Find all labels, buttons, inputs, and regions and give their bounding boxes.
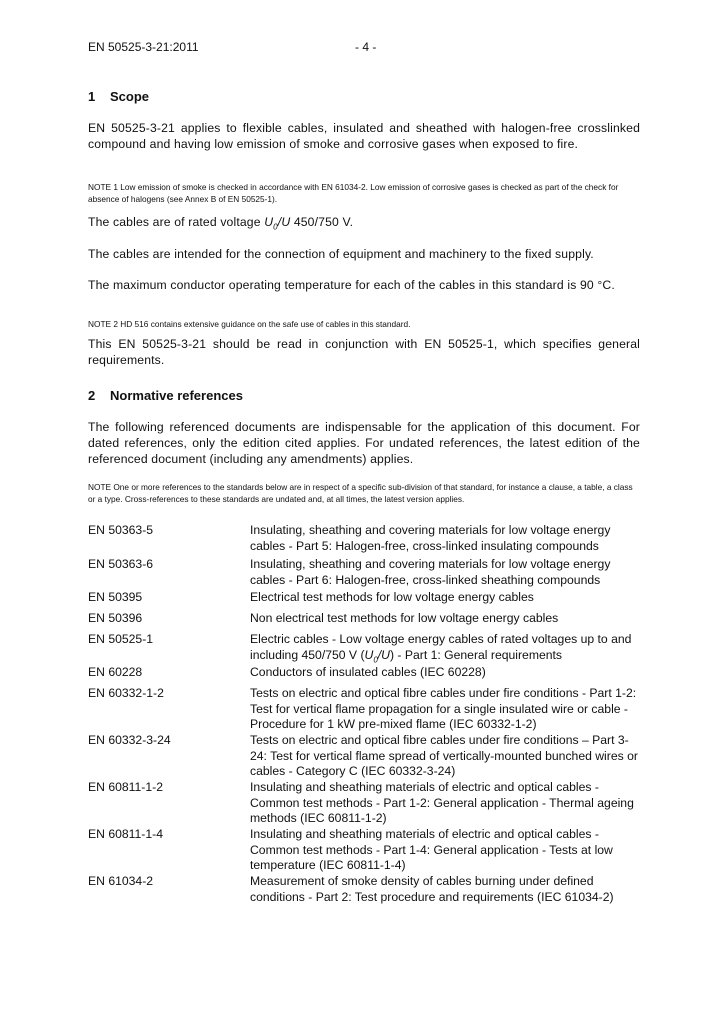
references-intro: The following referenced documents are indispensable for the application of this document. For dated references, only the edition cited applies. For undated references, the latest edition of the referenced document (including any amendments) applies. [88, 420, 640, 466]
text: Electric cables - Low voltage energy cables of rated voltages up to and including 450/750 V ( [250, 632, 632, 662]
rated-voltage-paragraph [88, 214, 640, 235]
reference-id: EN 50396 [88, 611, 143, 625]
text: /U [377, 647, 390, 662]
section-number: 1 [88, 89, 96, 104]
section-number: 2 [88, 388, 96, 403]
reference-id: EN 61034-2 [88, 874, 154, 888]
page-number: - 4 - [355, 40, 377, 54]
reference-title: Insulating and sheathing materials of electric and optical cables - Common test methods - Part 1-4: General application - Tests at low temperature (IEC 60811-1-4) [250, 827, 613, 873]
reference-id: EN 50525-1 [88, 632, 154, 646]
reference-id: EN 60332-1-2 [88, 686, 164, 700]
reference-title: Tests on electric and optical fibre cables under fire conditions – Part 3-24: Test for vertical flame spread of vertically-mounted bunched wires or cables - Category C (IEC 60332-3-24) [250, 733, 638, 779]
intended-use-paragraph: The cables are intended for the connection of equipment and machinery to the fixed supply. [88, 247, 594, 261]
conjunction-paragraph: This EN 50525-3-21 should be read in conjunction with EN 50525-1, which specifies general requirements. [88, 337, 640, 367]
text: The cables are of rated voltage [88, 215, 265, 229]
reference-title: Insulating and sheathing materials of electric and optical cables - Common test methods - Part 1-2: General application - Thermal ageing methods (IEC 60811-1-2) [250, 780, 634, 826]
reference-title: Tests on electric and optical fibre cables under fire conditions - Part 1-2: Test for vertical flame propagation for a single insulated wire or cable - Procedure for 1 kW pre-mixed flame (IEC 60332-1-2) [250, 686, 637, 732]
document-id: EN 50525-3-21:2011 [88, 40, 199, 54]
note-1: NOTE 1 Low emission of smoke is checked in accordance with EN 61034-2. Low emission of corrosive gases is checked as part of the check for absence of halogens (see Annex B of EN 50525-1). [88, 182, 619, 204]
text: ) - Part 1: General requirements [389, 647, 563, 662]
note-2: NOTE 2 HD 516 contains extensive guidance on the safe use of cables in this standard. [88, 319, 411, 329]
reference-title [250, 632, 645, 668]
section-title: Normative references [110, 388, 243, 403]
reference-id: EN 50363-5 [88, 523, 154, 537]
text: U [264, 215, 274, 229]
text: /U [277, 215, 291, 229]
references-note: NOTE One or more references to the standards below are in respect of a specific sub-division of that standard, for instance a clause, a table, a class or a type. Cross-references to these standards are undated and, at all times, the latest version applies. [88, 482, 633, 504]
voltage-symbol [364, 647, 390, 665]
reference-title: Electrical test methods for low voltage energy cables [250, 590, 534, 604]
text: 450/750 V. [290, 215, 354, 229]
section-2-heading [88, 388, 243, 403]
reference-title: Insulating, sheathing and covering materials for low voltage energy cables - Part 6: Halogen-free, cross-linked sheathing compounds [250, 557, 611, 587]
reference-title: Conductors of insulated cables (IEC 60228) [250, 665, 486, 679]
text: U [364, 647, 374, 662]
reference-id: EN 60332-3-24 [88, 733, 171, 747]
reference-id: EN 50363-6 [88, 557, 154, 571]
reference-id: EN 60811-1-2 [88, 780, 163, 794]
reference-id: EN 60811-1-4 [88, 827, 163, 841]
reference-id: EN 60228 [88, 665, 143, 679]
reference-title: Measurement of smoke density of cables burning under defined conditions - Part 2: Test procedure and requirements (IEC 61034-2) [250, 874, 614, 904]
reference-title: Insulating, sheathing and covering materials for low voltage energy cables - Part 5: Halogen-free, cross-linked insulating compounds [250, 523, 611, 553]
reference-title: Non electrical test methods for low voltage energy cables [250, 611, 559, 625]
scope-paragraph: EN 50525-3-21 applies to flexible cables, insulated and sheathed with halogen-free crosslinked compound and having low emission of smoke and corrosive gases when exposed to fire. [88, 121, 640, 151]
section-title: Scope [110, 89, 150, 104]
section-1-heading [88, 89, 149, 104]
text: 0 [273, 222, 278, 232]
voltage-symbol [264, 215, 291, 232]
reference-id: EN 50395 [88, 590, 143, 604]
text: 0 [373, 655, 378, 665]
temperature-paragraph: The maximum conductor operating temperature for each of the cables in this standard is 90 °C. [88, 278, 615, 292]
